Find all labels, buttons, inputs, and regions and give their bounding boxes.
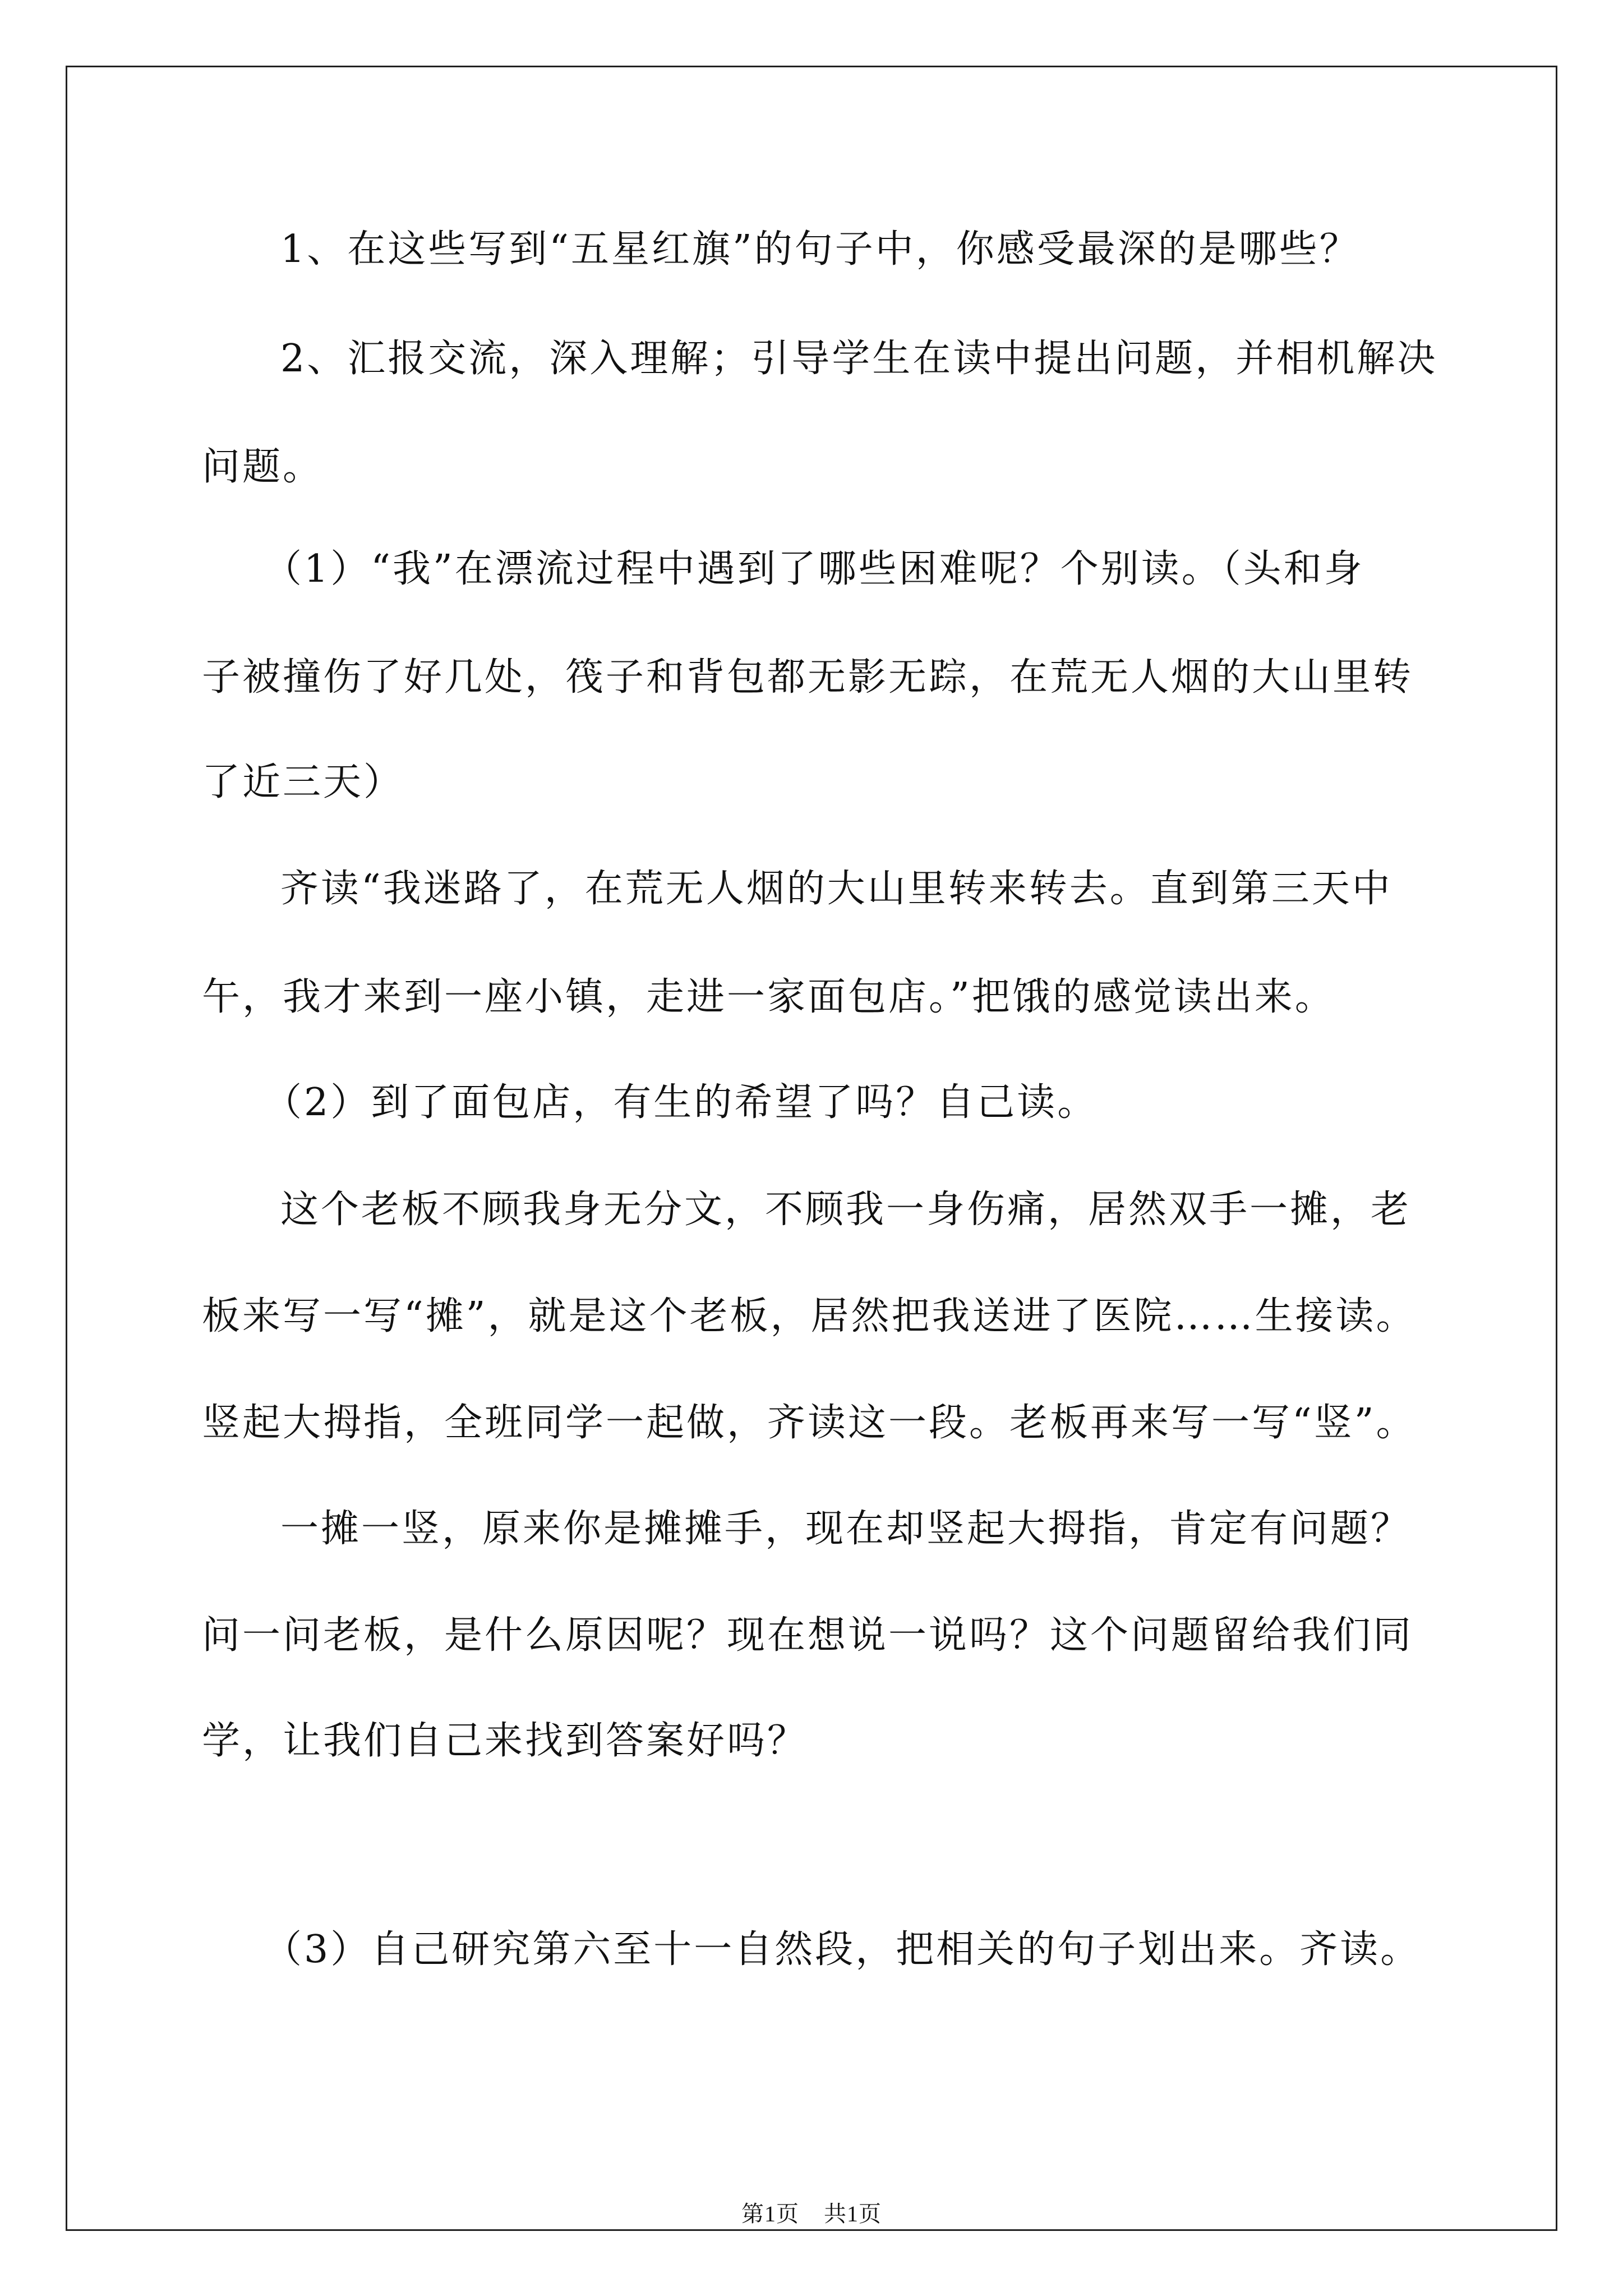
paragraph-line: 问一问老板，是什么原因呢？现在想说一说吗？这个问题留给我们同 <box>202 1613 1414 1658</box>
page-footer <box>0 2200 1623 2228</box>
paragraph-line: （1）“我”在漂流过程中遇到了哪些困难呢？个别读。（头和身 <box>264 547 1364 591</box>
paragraph-line: 板来写一写“摊”，就是这个老板，居然把我送进了医院……生接读。 <box>202 1294 1417 1338</box>
paragraph-line: 子被撞伤了好几处，筏子和背包都无影无踪，在荒无人烟的大山里转 <box>202 655 1414 700</box>
paragraph-line: 1、在这些写到“五星红旗”的句子中，你感受最深的是哪些？ <box>280 227 1360 272</box>
paragraph-line: 竖起大拇指，全班同学一起做，齐读这一段。老板再来写一写“竖”。 <box>202 1401 1417 1445</box>
page-total: 共1页 <box>824 2201 882 2226</box>
paragraph-line: （3）自己研究第六至十一自然段，把相关的句子划出来。齐读。 <box>264 1927 1421 1972</box>
paragraph-line: 了近三天） <box>202 760 404 804</box>
paragraph-line: 午，我才来到一座小镇，走进一家面包店。”把饿的感觉读出来。 <box>202 975 1335 1019</box>
paragraph-line: （2）到了面包店，有生的希望了吗？自己读。 <box>264 1080 1098 1125</box>
page-border <box>66 66 1557 2231</box>
page-number: 第1页 <box>741 2201 799 2226</box>
paragraph-line: 2、汇报交流，深入理解；引导学生在读中提出问题，并相机解决 <box>280 337 1438 381</box>
paragraph-line: 齐读“我迷路了，在荒无人烟的大山里转来转去。直到第三天中 <box>280 867 1393 911</box>
paragraph-line: 学，让我们自己来找到答案好吗？ <box>202 1719 808 1763</box>
paragraph-line: 这个老板不顾我身无分文，不顾我一身伤痛，居然双手一摊，老 <box>280 1188 1412 1232</box>
paragraph-line: 问题。 <box>202 445 324 489</box>
paragraph-line: 一摊一竖，原来你是摊摊手，现在却竖起大拇指，肯定有问题？ <box>280 1507 1412 1551</box>
